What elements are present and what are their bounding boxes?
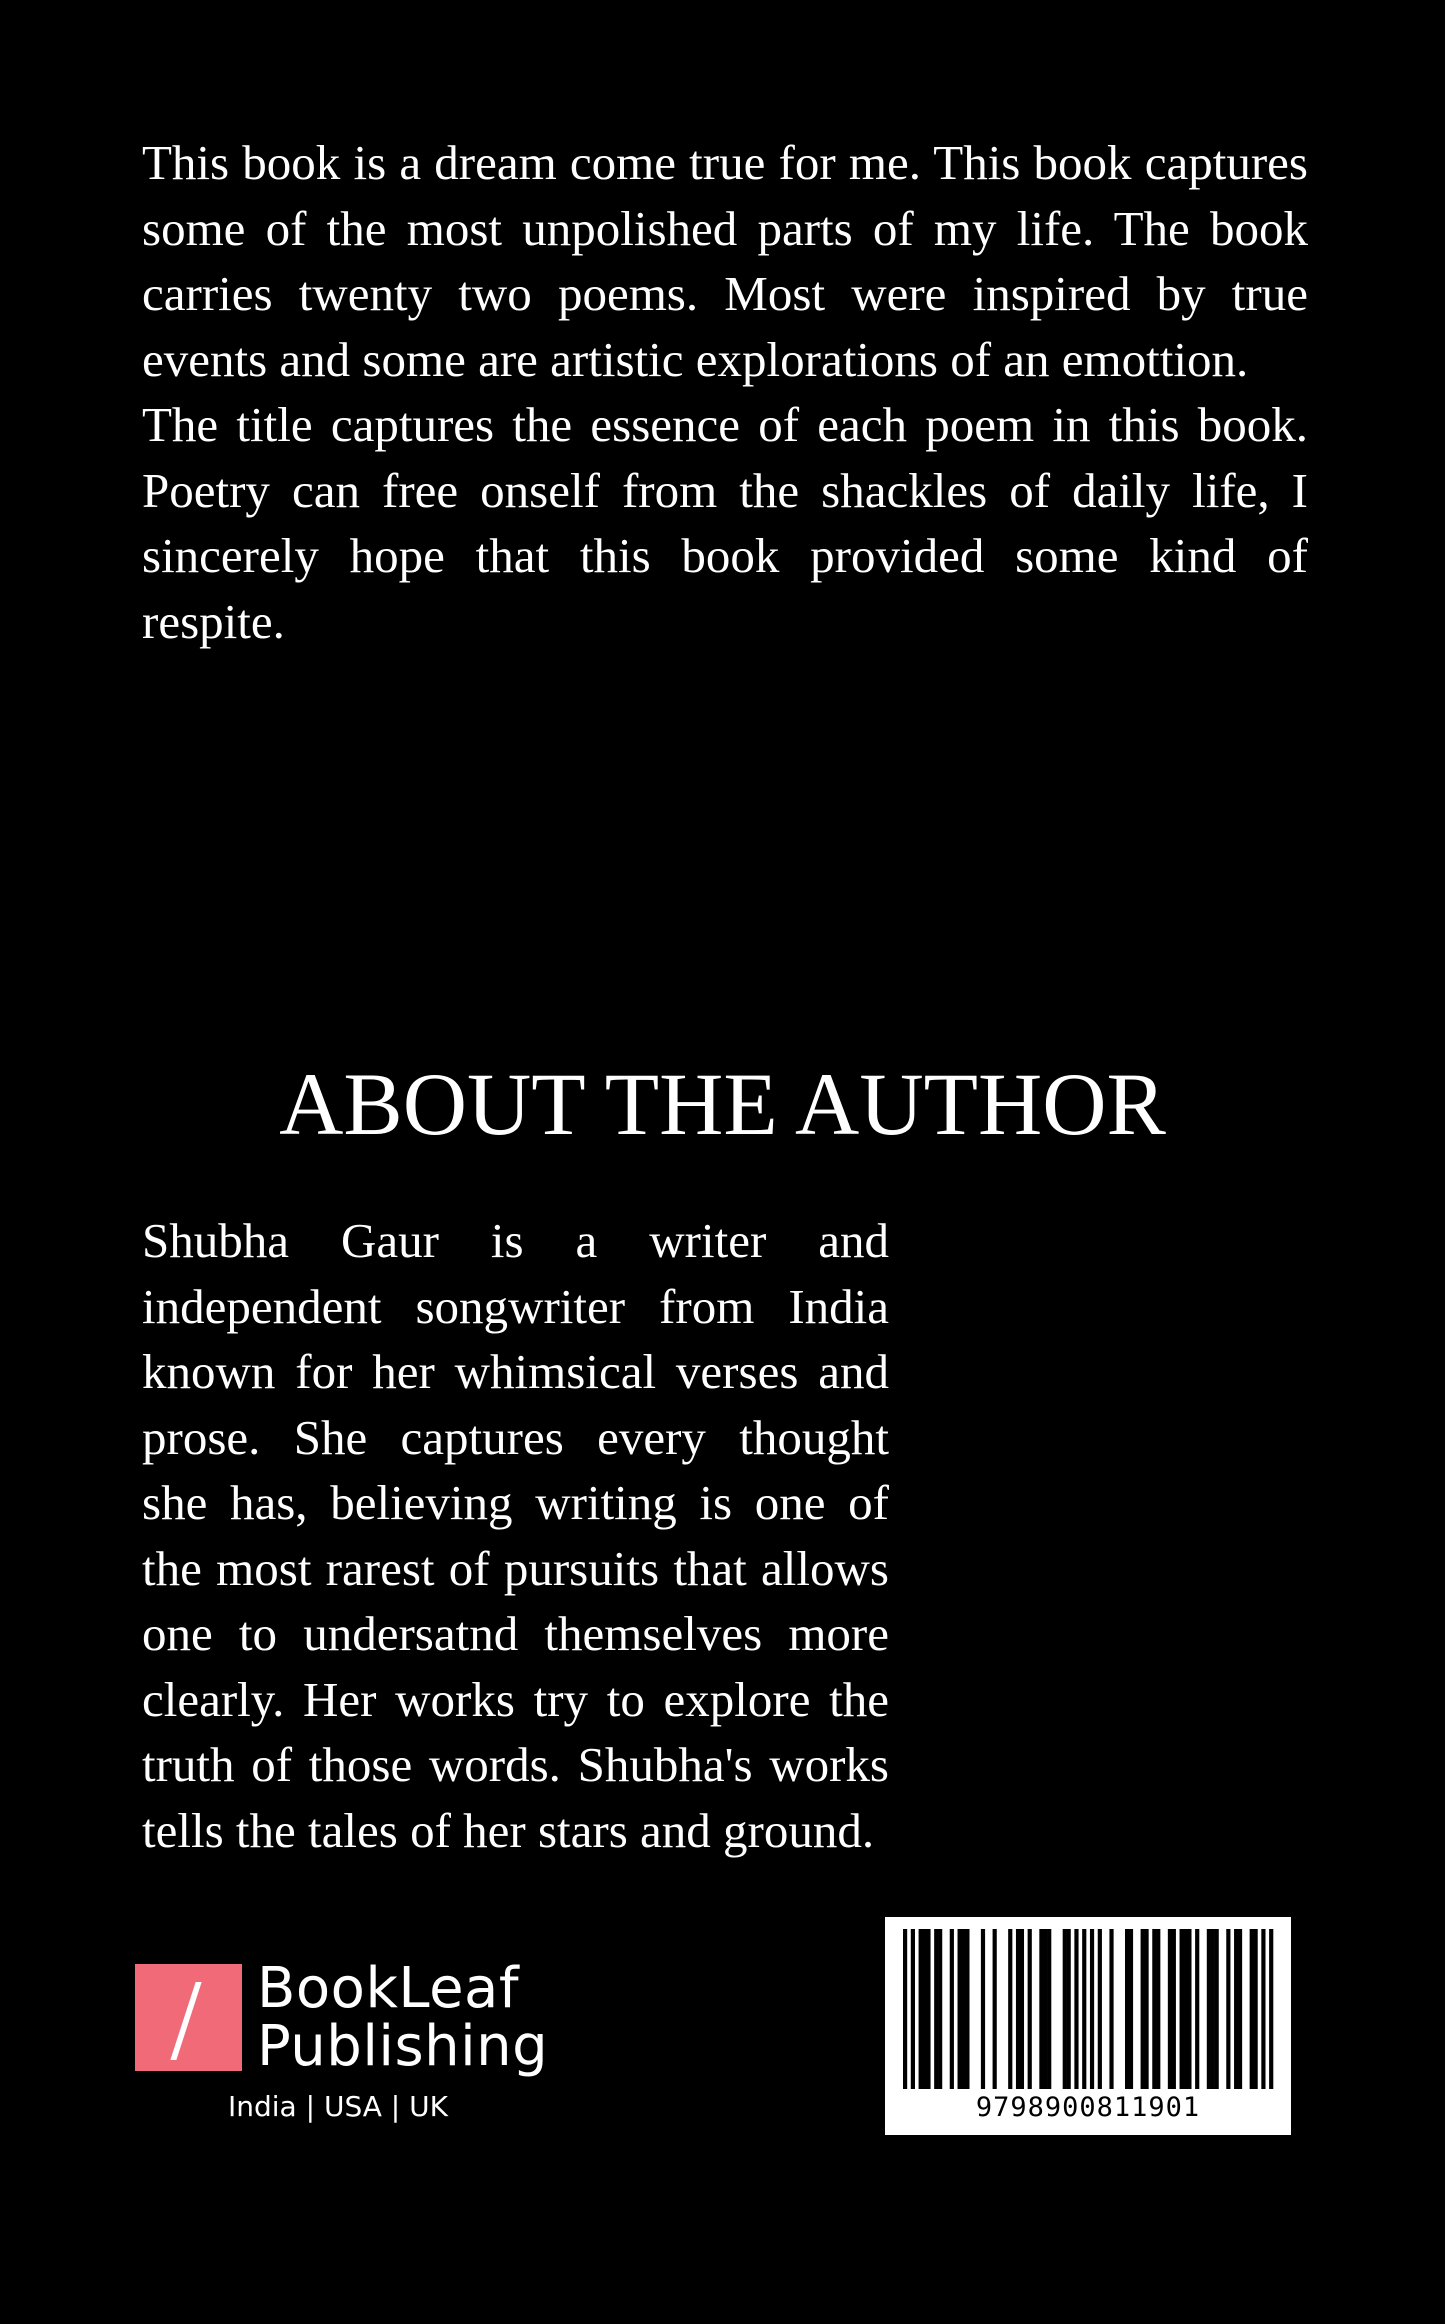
barcode-bar bbox=[1067, 1929, 1071, 2089]
barcode-bar bbox=[1098, 1929, 1102, 2089]
barcode-bar bbox=[1180, 1929, 1184, 2089]
barcode-bar bbox=[1187, 1929, 1191, 2089]
barcode-bar bbox=[922, 1929, 926, 2089]
author-bio-line: the most rarest of pursuits that allows bbox=[142, 1540, 889, 1596]
barcode-bar bbox=[1261, 1929, 1265, 2089]
author-bio-line: prose. She captures every thought bbox=[142, 1409, 889, 1465]
barcode-bar bbox=[1039, 1929, 1043, 2089]
publisher-name-line2: Publishing bbox=[257, 2014, 549, 2079]
barcode-bar bbox=[965, 1929, 969, 2089]
barcode-bar bbox=[1168, 1929, 1172, 2089]
publisher-name-line1: BookLeaf bbox=[257, 1956, 520, 2021]
back-cover-blurb bbox=[142, 130, 1308, 654]
barcode-bar bbox=[950, 1929, 954, 2089]
blurb-paragraph-1: This book is a dream come true for me. This book captures some of the most unpolished parts of my life. The book carries twenty two poems. Most were inspired by true events and some are artistic explorations of an emottion. bbox=[142, 135, 1308, 387]
publisher-regions: India | USA | UK bbox=[228, 2090, 448, 2123]
barcode-bar bbox=[1172, 1929, 1176, 2089]
author-bio-line: clearly. Her works try to explore the bbox=[142, 1671, 889, 1727]
barcode-bar bbox=[1047, 1929, 1051, 2089]
publisher-logo bbox=[135, 1956, 555, 2135]
barcode-bar bbox=[934, 1929, 938, 2089]
barcode-bar bbox=[993, 1929, 997, 2089]
author-bio-line: one to undersatnd themselves more bbox=[142, 1606, 889, 1661]
isbn-barcode bbox=[885, 1917, 1291, 2135]
barcode-bar bbox=[1195, 1929, 1199, 2089]
blurb-paragraph-2: The title captures the essence of each poem in this book. Poetry can free onself from the shackles of daily life, I sincerely hope that this book provided some kind of respite. bbox=[142, 397, 1308, 649]
barcode-bar bbox=[981, 1929, 985, 2089]
barcode-bar bbox=[1254, 1929, 1258, 2089]
barcode-bar bbox=[1211, 1929, 1215, 2089]
author-bio-line: independent songwriter from India bbox=[142, 1278, 889, 1334]
author-bio bbox=[142, 1208, 889, 1863]
barcode-bar bbox=[1269, 1929, 1273, 2089]
barcode-bar bbox=[1183, 1929, 1187, 2089]
isbn-number: 9798900811901 bbox=[975, 2092, 1201, 2123]
barcode-bar bbox=[1207, 1929, 1211, 2089]
barcode-bar bbox=[961, 1929, 965, 2089]
barcode-bar bbox=[919, 1929, 923, 2089]
barcode-bar bbox=[911, 1929, 915, 2089]
barcode-bar bbox=[1008, 1929, 1012, 2089]
barcode-bar bbox=[1082, 1929, 1086, 2089]
barcode-bar bbox=[938, 1929, 942, 2089]
barcode-bar bbox=[903, 1929, 907, 2089]
barcode-bar bbox=[1125, 1929, 1129, 2089]
barcode-bar bbox=[1250, 1929, 1254, 2089]
barcode-bar bbox=[1028, 1929, 1032, 2089]
slash-logo-icon bbox=[135, 1964, 242, 2071]
barcode-bar bbox=[926, 1929, 930, 2089]
author-bio-line: tells the tales of her stars and ground. bbox=[142, 1802, 875, 1858]
barcode-bar bbox=[958, 1929, 962, 2089]
barcode-bar bbox=[1234, 1929, 1238, 2089]
about-author-heading: ABOUT THE AUTHOR bbox=[279, 1056, 1166, 1154]
barcode-bar bbox=[1063, 1929, 1067, 2089]
barcode-bar bbox=[1144, 1929, 1148, 2089]
barcode-bar bbox=[1016, 1929, 1020, 2089]
author-bio-line: Shubha Gaur is a writer and bbox=[142, 1213, 889, 1268]
barcode-bar bbox=[1129, 1929, 1133, 2089]
barcode-bar bbox=[1152, 1929, 1156, 2089]
barcode-bar bbox=[1074, 1929, 1078, 2089]
barcode-bar bbox=[1090, 1929, 1094, 2089]
publisher-name bbox=[257, 1956, 549, 2079]
author-bio-line: she has, believing writing is one of bbox=[142, 1475, 889, 1530]
barcode-bar bbox=[1141, 1929, 1145, 2089]
barcode-bar bbox=[1238, 1929, 1242, 2089]
barcode-bar bbox=[1020, 1929, 1024, 2089]
author-bio-line: known for her whimsical verses and bbox=[142, 1344, 889, 1399]
barcode-bar bbox=[1226, 1929, 1230, 2089]
barcode-bar bbox=[1156, 1929, 1160, 2089]
barcode-bar bbox=[1043, 1929, 1047, 2089]
author-bio-line: truth of those words. Shubha's works bbox=[142, 1737, 889, 1792]
barcode-bar bbox=[1109, 1929, 1113, 2089]
barcode-bar bbox=[1215, 1929, 1219, 2089]
